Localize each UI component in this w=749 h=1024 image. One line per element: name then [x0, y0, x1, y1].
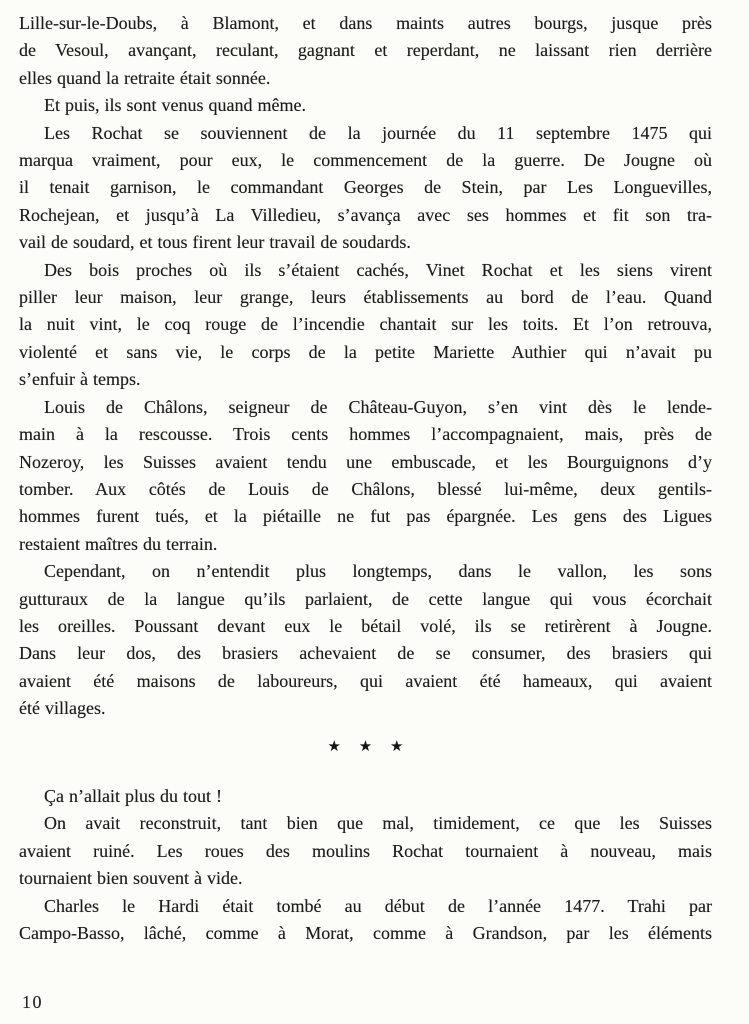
paragraph	[19, 783, 712, 810]
paragraph	[19, 257, 712, 394]
text-line: été villages.	[19, 698, 106, 719]
text-line: Et puis, ils sont venus quand même.	[44, 95, 306, 116]
paragraph	[19, 558, 712, 722]
paragraph	[19, 394, 712, 558]
text-line: Lille-sur-le-Doubs, à Blamont, et dans maints autres bourgs, jusque près	[19, 13, 712, 33]
text-line: violenté et sans vie, le corps de la petite Mariette Authier qui n’avait pu	[19, 341, 712, 362]
section-separator-stars: ★ ★ ★	[327, 736, 404, 755]
body-text	[19, 10, 712, 947]
text-line: Charles le Hardi était tombé au début de l’année 1477. Trahi par	[44, 895, 712, 916]
text-line: hommes furent tués, et la piétaille ne fut pas épargnée. Les gens des Ligues	[19, 506, 712, 527]
text-line: avaient ruiné. Les roues des moulins Rochat tournaient à nouveau, mais	[19, 840, 712, 861]
page-number: 10	[22, 992, 43, 1012]
paragraph	[19, 92, 712, 119]
text-line: la nuit vint, le coq rouge de l’incendie chantait sur les toits. Et l’on retrouva,	[19, 314, 712, 335]
text-line: main à la rescousse. Trois cents hommes l’accompagnaient, mais, près de	[19, 424, 712, 445]
text-line: restaient maîtres du terrain.	[19, 533, 218, 554]
text-line: vail de soudard, et tous firent leur travail de soudards.	[19, 232, 411, 253]
text-line: Ça n’allait plus du tout !	[44, 785, 222, 806]
paragraph	[19, 810, 712, 892]
text-line: il tenait garnison, le commandant Georges de Stein, par Les Longuevilles,	[19, 177, 712, 198]
text-line: piller leur maison, leur grange, leurs établissements au bord de l’eau. Quand	[19, 287, 712, 308]
text-line: elles quand la retraite était sonnée.	[19, 67, 271, 88]
text-line: Des bois proches où ils s’étaient cachés, Vinet Rochat et les siens virent	[44, 259, 712, 280]
text-line: gutturaux de la langue qu’ils parlaient, de cette langue qui vous écorchait	[19, 588, 712, 609]
text-line: Cependant, on n’entendit plus longtemps, dans le vallon, les sons	[44, 561, 712, 582]
paragraph	[19, 893, 712, 948]
text-line: de Vesoul, avançant, reculant, gagnant et reperdant, ne laissant rien derrière	[19, 40, 712, 61]
text-line: tournaient bien souvent à vide.	[19, 868, 243, 889]
paragraph	[19, 10, 712, 92]
text-line: On avait reconstruit, tant bien que mal, timidement, ce que les Suisses	[44, 813, 712, 834]
text-line: Rochejean, et jusqu’à La Villedieu, s’avança avec ses hommes et fit son tra-	[19, 204, 712, 225]
text-line: Les Rochat se souviennent de la journée du 11 septembre 1475 qui	[44, 122, 712, 143]
text-line: marqua vraiment, pour eux, le commencement de la guerre. De Jougne où	[19, 150, 712, 171]
text-line: Nozeroy, les Suisses avaient tendu une embuscade, et les Bourguignons d’y	[19, 451, 712, 472]
text-line: Louis de Châlons, seigneur de Château-Guyon, s’en vint dès le lende-	[44, 396, 712, 417]
text-line: tomber. Aux côtés de Louis de Châlons, blessé lui-même, deux gentils-	[19, 478, 712, 499]
text-line: Dans leur dos, des brasiers achevaient de se consumer, des brasiers qui	[19, 643, 712, 664]
text-line: Campo-Basso, lâché, comme à Morat, comme à Grandson, par les éléments	[19, 923, 712, 943]
text-line: les oreilles. Poussant devant eux le bétail volé, ils se retirèrent à Jougne.	[19, 615, 712, 636]
text-line: avaient été maisons de laboureurs, qui avaient été hameaux, qui avaient	[19, 670, 712, 691]
text-line: s’enfuir à temps.	[19, 369, 141, 390]
paragraph	[19, 120, 712, 257]
